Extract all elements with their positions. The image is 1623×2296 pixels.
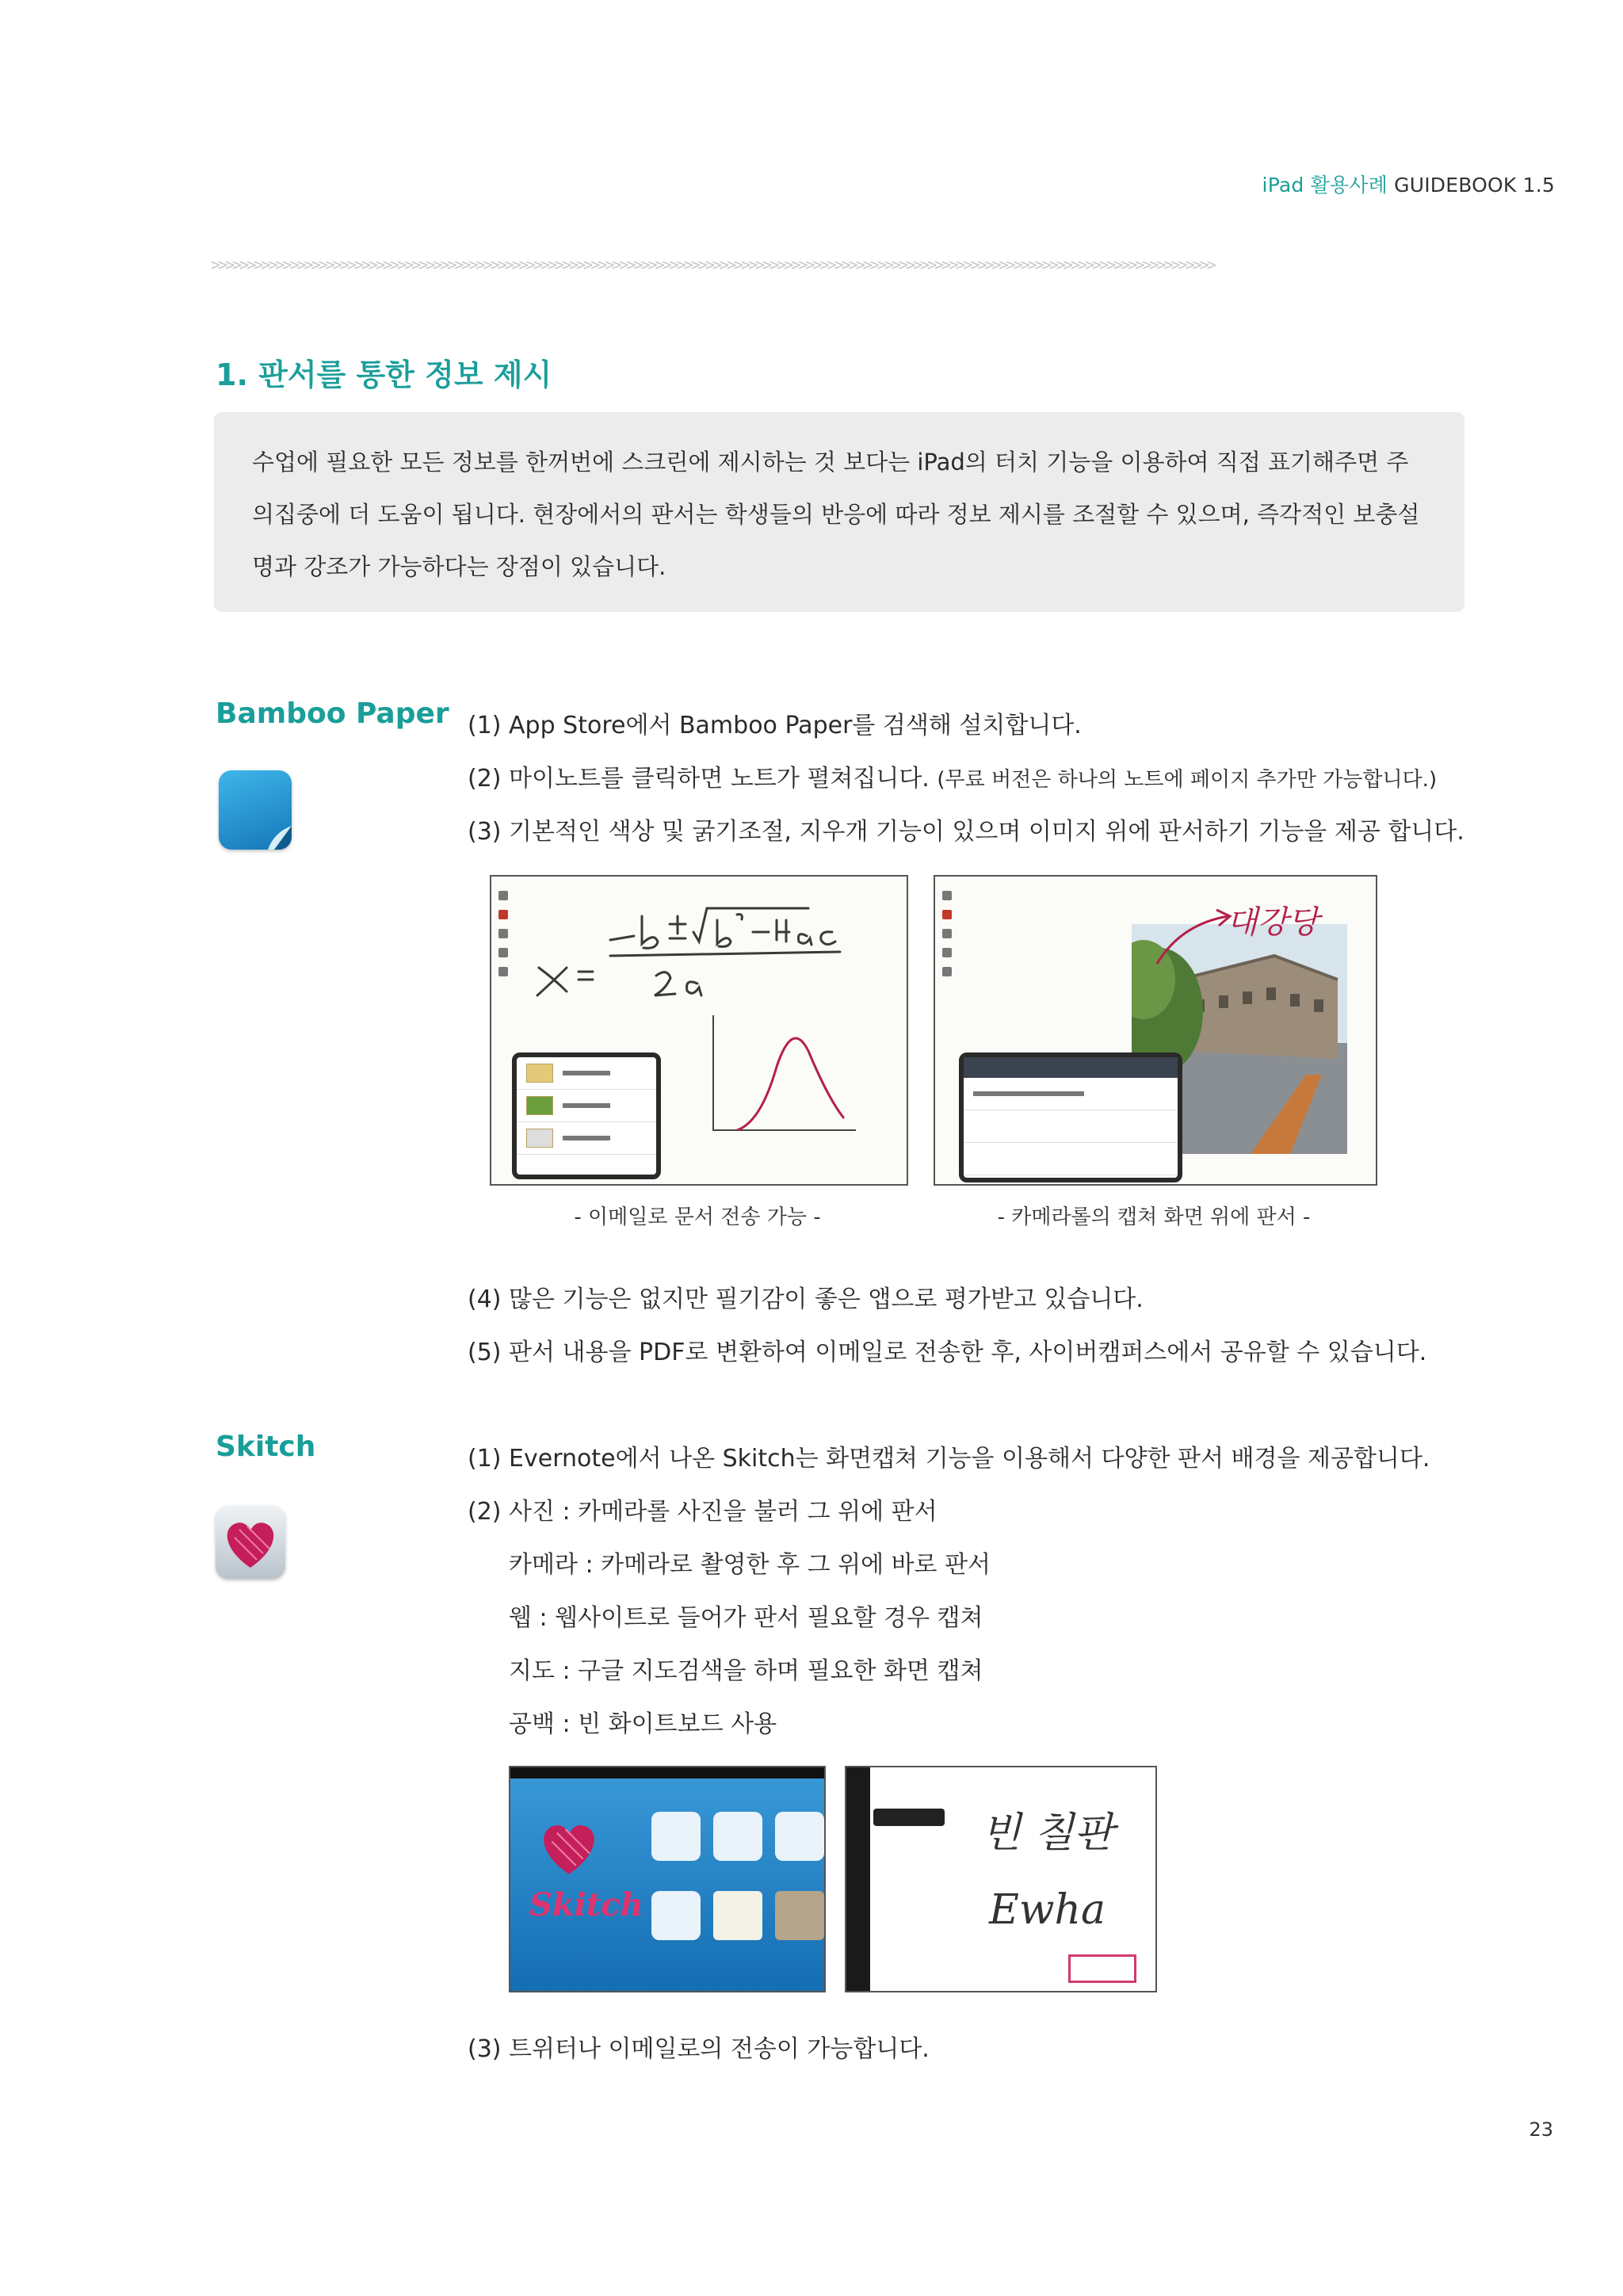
skitch-step-1: (1) Evernote에서 나온 Skitch는 화면캡쳐 기능을 이용해서 다양한 판서 배경을 제공합니다.: [468, 1445, 1430, 1473]
bamboo-step-4: (4) 많은 기능은 없지만 필기감이 좋은 앱으로 평가받고 있습니다.: [468, 1286, 1144, 1313]
photo-mode-icon: [651, 1812, 701, 1861]
heart-icon: [216, 1506, 285, 1579]
section-title: 1. 판서를 통한 정보 제시: [216, 357, 552, 392]
skitch-app-icon: [216, 1506, 285, 1579]
bamboo-toolbar: [495, 881, 512, 986]
intro-line: 수업에 필요한 모든 정보를 한꺼번에 스크린에 제시하는 것 보다는 iPad의 터치 기능을 이용하여 직접 표기해주면 주: [252, 449, 1409, 476]
bamboo-page-curl-icon: [219, 770, 292, 850]
running-header: [1189, 170, 1555, 198]
chevron-divider: >>>>>>>>>>>>>>>>>>>>>>>>>>>>>>>>>>>>>>>>>>>>>>>>>>>>>>>>>>>>>>>>>>>>>>>>>>>>>>>>>>>>>>>>>>>>>>>>>>>>>>>>>>>>>>>>>>>>>>>>>>>>>>>>>>>>>>>>>>>>: [211, 255, 1214, 274]
bamboo-screenshot-email: [490, 875, 908, 1186]
skitch-logo-text: Skitch: [529, 1886, 643, 1924]
skitch-option-map: 지도 : 구글 지도검색을 하며 필요한 화면 캡쳐: [509, 1657, 983, 1685]
skitch-step-2: (2) 사진 : 카메라롤 사진을 불러 그 위에 판서: [468, 1498, 938, 1526]
running-header-rest: GUIDEBOOK 1.5: [1387, 174, 1555, 197]
handwritten-label: 대강당: [1227, 904, 1319, 941]
running-header-accent: iPad 활용사례: [1262, 174, 1388, 197]
skitch-option-camera: 카메라 : 카메라로 촬영한 후 그 위에 바로 판서: [509, 1551, 991, 1579]
intro-line: 명과 강조가 가능하다는 장점이 있습니다.: [252, 553, 666, 580]
intro-text: [252, 436, 1441, 593]
skitch-home-screenshot: [509, 1766, 826, 1992]
bamboo-paper-app-icon: [219, 770, 292, 850]
bamboo-toolbar: [938, 881, 956, 986]
bamboo-paper-title: Bamboo Paper: [216, 697, 449, 730]
whiteboard-handwriting-1: 빈 칠판: [981, 1809, 1114, 1857]
intro-line: 의집중에 더 도움이 됩니다. 현장에서의 판서는 학생들의 반응에 따라 정보 제시를 조절할 수 있으며, 즉각적인 보충설: [252, 501, 1420, 528]
bamboo-caption-cameraroll: - 카메라롤의 캡쳐 화면 위에 판서 -: [997, 1205, 1311, 1229]
skitch-heart-logo: [529, 1807, 609, 1886]
bamboo-caption-email: - 이메일로 문서 전송 가능 -: [574, 1205, 821, 1229]
bamboo-step-2-note: (무료 버전은 하나의 노트에 페이지 추가만 가능합니다.): [937, 768, 1438, 792]
recent-sketch-thumb: [713, 1891, 762, 1940]
bamboo-step-1: (1) App Store에서 Bamboo Paper를 검색해 설치합니다.: [468, 712, 1082, 739]
bamboo-photo-popup: [959, 1052, 1182, 1182]
bamboo-share-popup: [512, 1052, 661, 1179]
skitch-tool-sidebar: [846, 1767, 870, 1991]
whiteboard-handwriting-2: Ewha: [989, 1886, 1106, 1934]
skitch-title: Skitch: [216, 1431, 316, 1463]
page-number: 23: [1529, 2118, 1553, 2141]
skitch-step-3: (3) 트위터나 이메일로의 전송이 가능합니다.: [468, 2035, 930, 2063]
recent-photo-thumb: [775, 1891, 824, 1940]
camera-mode-icon: [713, 1812, 762, 1861]
bamboo-screenshot-cameraroll: [934, 875, 1377, 1186]
web-mode-icon: [775, 1812, 824, 1861]
skitch-option-web: 웹 : 웹사이트로 들어가 판서 필요할 경우 캡쳐: [509, 1604, 983, 1632]
skitch-share-bar: [873, 1809, 945, 1826]
bamboo-step-3: (3) 기본적인 색상 및 굵기조절, 지우개 기능이 있으며 이미지 위에 판서하기 기능을 제공 합니다.: [468, 818, 1465, 846]
skitch-option-blank: 공백 : 빈 화이트보드 사용: [509, 1710, 777, 1738]
drawn-rectangle: [1068, 1954, 1136, 1983]
blank-mode-icon: [651, 1891, 701, 1940]
bamboo-step-5: (5) 판서 내용을 PDF로 변환하여 이메일로 전송한 후, 사이버캠퍼스에서 공유할 수 있습니다.: [468, 1339, 1427, 1366]
bamboo-step-2-main: (2) 마이노트를 클릭하면 노트가 펼쳐집니다.: [468, 765, 930, 793]
skitch-whiteboard-screenshot: [845, 1766, 1157, 1992]
bamboo-step-2: [468, 758, 1437, 793]
